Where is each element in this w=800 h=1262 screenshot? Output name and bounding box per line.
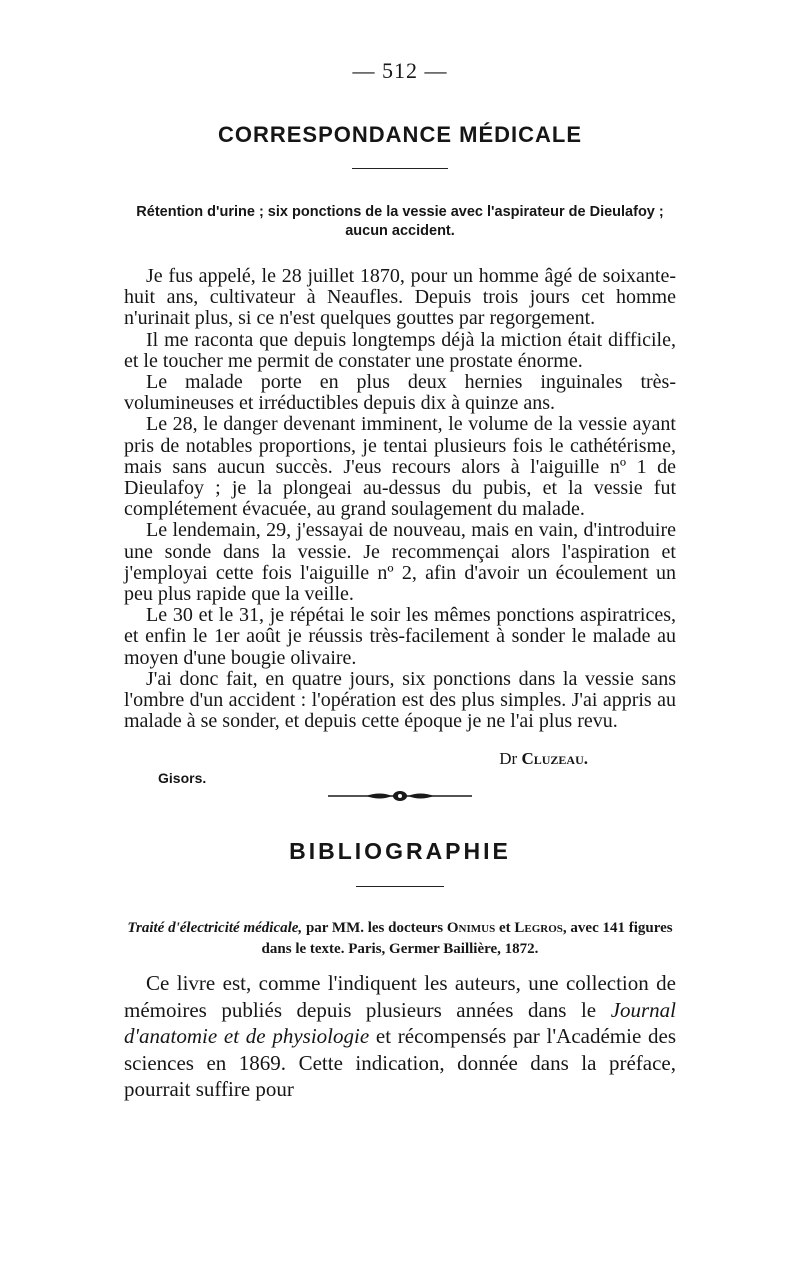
review-body <box>124 970 676 1103</box>
signature-place: Gisors. <box>158 770 207 786</box>
bibliographic-reference <box>124 918 676 960</box>
title-rule <box>356 886 444 887</box>
page-number: — 512 — <box>352 58 448 83</box>
section-title-correspondance: CORRESPONDANCE MÉDICALE <box>217 122 583 147</box>
paragraph: Le malade porte en plus deux hernies inguinales très-volumineuses et irréductibles depuis dix à quinze ans. <box>124 371 676 415</box>
reference-text: , avec 141 figures dans le texte. Paris, Germer Baillière, 1872. <box>261 920 673 957</box>
paragraph: Le 30 et le 31, je répétai le soir les mêmes ponctions aspiratrices, et enfin le 1er août je réussis très-facilement à sonder le malade au moyen d'une bougie olivaire. <box>124 604 676 669</box>
paragraph: Le lendemain, 29, j'essayai de nouveau, mais en vain, d'introduire une sonde dans la vessie. Je recommençai alors l'aspiration et j'employai cette fois l'aiguille nº 2, afin d'avoir un écoulement un peu plus rapide que la veille. <box>124 519 676 606</box>
article-subheading: Rétention d'urine ; six ponctions de la vessie avec l'aspirateur de Dieulafoy ; aucun accident. <box>136 204 664 239</box>
paragraph: Il me raconta que depuis longtemps déjà la miction était difficile, et le toucher me permit de constater une prostate énorme. <box>124 328 676 372</box>
book-title: Traité d'électricité médicale, <box>127 920 303 936</box>
author-name: Onimus <box>446 920 496 936</box>
vignette-ornament-icon <box>328 788 472 804</box>
signature-prefix: Dr <box>499 749 518 768</box>
reference-text: et <box>498 920 511 936</box>
signature-name: Cluzeau. <box>521 749 588 768</box>
review-text: et récompensés par l'Académie des sciences en 1869. Cette indication, donnée dans la préface, pourrait suffire pour <box>124 1024 677 1101</box>
title-rule <box>352 168 448 169</box>
author-name: Legros <box>514 920 563 936</box>
section-title-bibliographie: BIBLIOGRAPHIE <box>289 838 511 864</box>
paragraph: Le 28, le danger devenant imminent, le volume de la vessie ayant pris de notables proportions, je tentai plusieurs fois le cathétérisme, mais sans aucun succès. J'eus recours alors à l'aiguille nº 1 de Dieulafoy ; je la plongeai au-dessus du pubis, et la vessie fut complétement évacuée, au grand soulagement du malade. <box>124 413 676 521</box>
author-signature <box>124 748 588 770</box>
reference-text: par MM. les docteurs <box>305 920 444 936</box>
letter-body <box>124 266 676 732</box>
review-text: Ce livre est, comme l'indiquent les auteurs, une collection de mémoires publiés depuis plusieurs années dans le <box>124 971 676 1022</box>
paragraph <box>124 970 676 1103</box>
paragraph: J'ai donc fait, en quatre jours, six ponctions dans la vessie sans l'ombre d'un accident : l'opération est des plus simples. J'ai appris au malade à se sonder, et depuis cette époque je ne l'ai plus revu. <box>124 667 676 733</box>
paragraph: Je fus appelé, le 28 juillet 1870, pour un homme âgé de soixante-huit ans, cultivateur à Neaufles. Depuis trois jours cet homme n'urinait plus, si ce n'est quelques gouttes par regorgement. <box>124 265 676 330</box>
journal-name: Journal d'anatomie et de physiologie <box>124 997 677 1048</box>
